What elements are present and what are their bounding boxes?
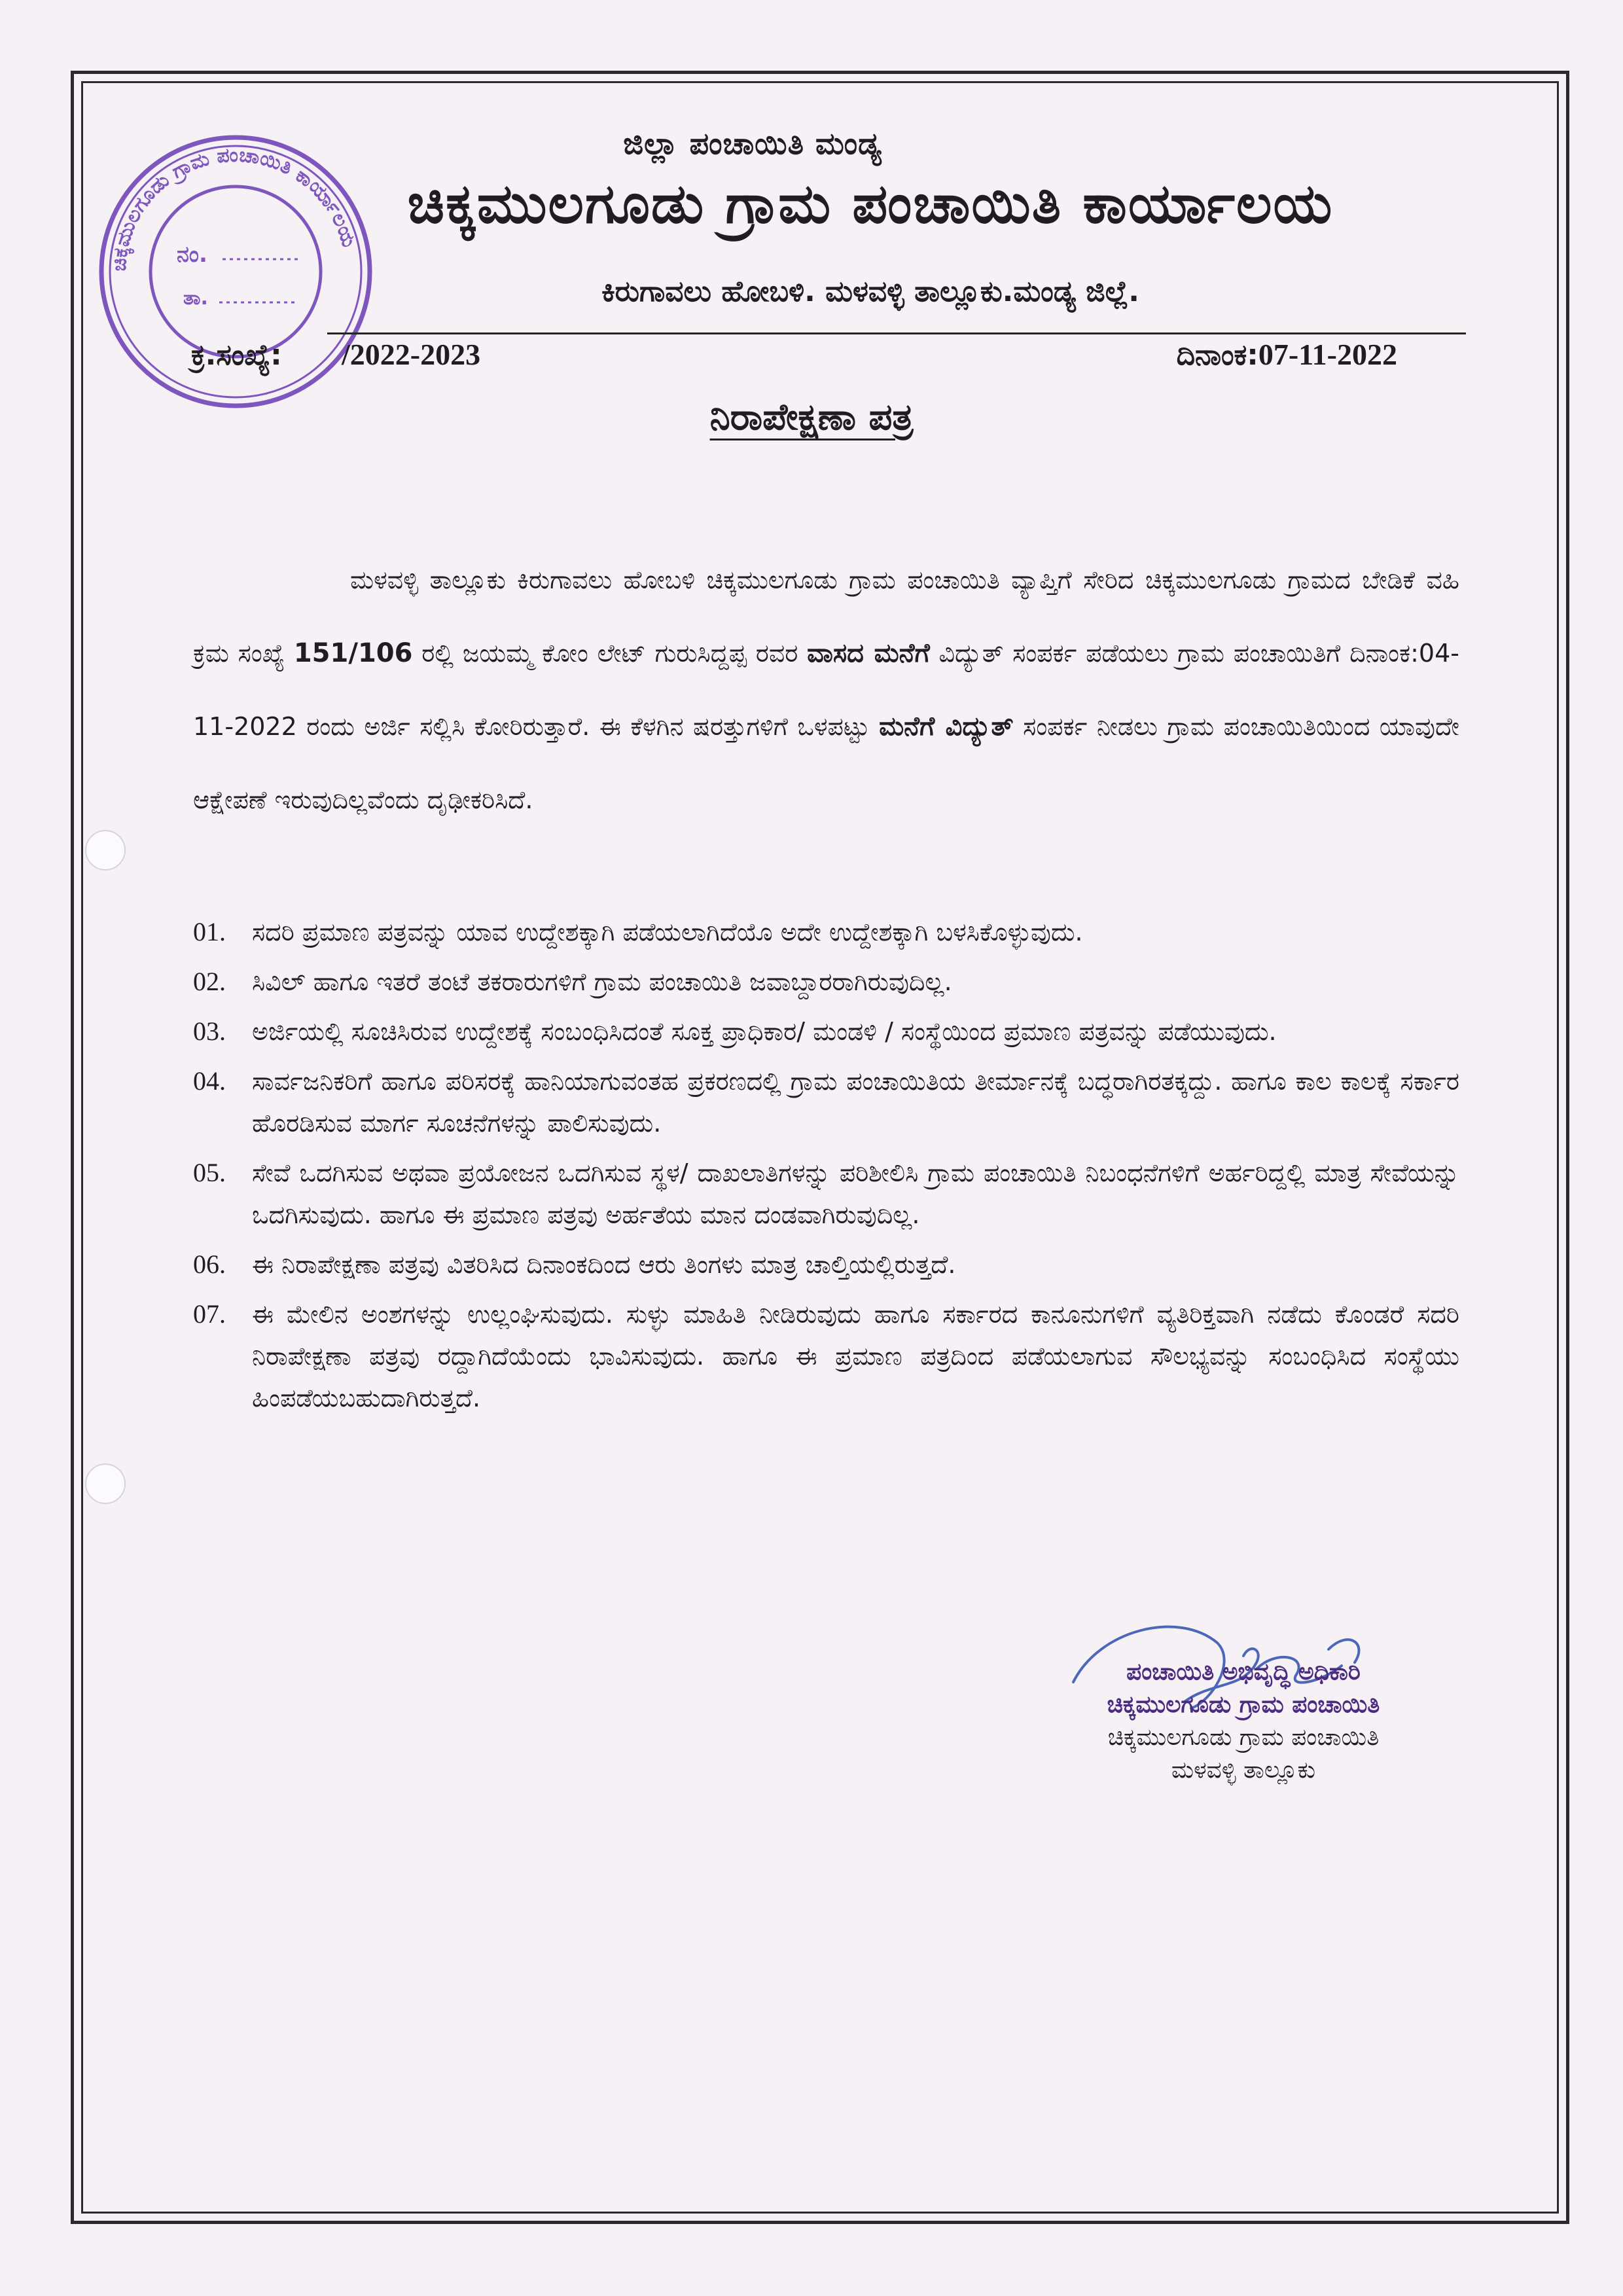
date-label: ದಿನಾಂಕ: <box>1176 338 1258 372</box>
condition-item <box>193 1293 1459 1419</box>
condition-text: ಈ ನಿರಾಪೇಕ್ಷಣಾ ಪತ್ರವು ವಿತರಿಸಿದ ದಿನಾಂಕದಿಂದ ಆರು ತಿಂಗಳು ಮಾತ್ರ ಚಾಲ್ತಿಯಲ್ಲಿರುತ್ತದೆ. <box>252 1250 956 1279</box>
office-address: ಕಿರುಗಾವಲು ಹೋಬಳಿ. ಮಳವಳ್ಳಿ ತಾಲ್ಲೂಕು.ಮಂಡ್ಯ ಜಿಲ್ಲೆ. <box>601 275 1139 308</box>
body-text-3: ವಿದ್ಯುತ್ ಸಂಪರ್ಕ ಪಡೆಯಲು ಗ್ರಾಮ ಪಂಚಾಯಿತಿಗೆ ದಿನಾಂಕ:04-11-2022 ರಂದು ಅರ್ಜಿ ಸಲ್ಲಿಸಿ ಕೋರಿರುತ್ತಾರೆ. ಈ ಕೆಳಗಿನ ಷರತ್ತುಗಳಿಗೆ ಒಳಪಟ್ಟು <box>193 639 1459 741</box>
reference-number <box>191 337 480 372</box>
condition-item <box>193 1244 1459 1285</box>
seal-number-label: ನಂ. <box>177 242 207 268</box>
condition-number: 05. <box>193 1158 226 1187</box>
header-divider <box>327 332 1466 334</box>
condition-number: 07. <box>193 1299 226 1329</box>
date-value: 07-11-2022 <box>1258 338 1397 371</box>
document-title <box>0 396 1623 439</box>
body-bold-2: ಮನೆಗೆ ವಿದ್ಯುತ್ <box>879 711 1014 742</box>
body-text-1: ಮಳವಳ್ಳಿ ತಾಲ್ಲೂಕು ಕಿರುಗಾವಲು ಹೋಬಳಿ ಚಿಕ್ಕಮುಲಗೂಡು ಗ್ರಾಮ ಪಂಚಾಯಿತಿ ವ್ಯಾಪ್ತಿಗೆ ಸೇರಿದ ಚಿಕ್ಕಮುಲಗೂಡು ಗ್ರಾಮದ ಬೇಡಿಕೆ ವಹಿ ಕ್ರಮ ಸಂಖ್ಯೆ <box>193 565 1459 668</box>
condition-text: ಸಿವಿಲ್ ಹಾಗೂ ಇತರೆ ತಂಟೆ ತಕರಾರುಗಳಿಗೆ ಗ್ರಾಮ ಪಂಚಾಯಿತಿ ಜವಾಬ್ದಾರರಾಗಿರುವುದಿಲ್ಲ. <box>252 967 952 996</box>
condition-number: 03. <box>193 1016 226 1046</box>
condition-number: 06. <box>193 1249 226 1279</box>
letter-date <box>1177 337 1397 372</box>
seal-ring-text: ಚಿಕ್ಕಮುಲಗೂಡು ಗ್ರಾಮ ಪಂಚಾಯಿತಿ ಕಾರ್ಯಾಲಯ <box>107 143 361 272</box>
signatory-designation: ಪಂಚಾಯಿತಿ ಅಭಿವೃದ್ಧಿ ಅಧಿಕಾರಿ <box>1126 1659 1361 1685</box>
body-text-2: ರಲ್ಲಿ ಜಯಮ್ಮ ಕೋಂ ಲೇಟ್ ಗುರುಸಿದ್ದಪ್ಪ ರವರ <box>412 639 808 668</box>
district-name: ಜಿಲ್ಲಾ ಪಂಚಾಯಿತಿ ಮಂಡ್ಯ <box>623 126 882 161</box>
signatory-block <box>982 1656 1505 1787</box>
condition-text: ಸಾರ್ವಜನಿಕರಿಗೆ ಹಾಗೂ ಪರಿಸರಕ್ಕೆ ಹಾನಿಯಾಗುವಂತಹ ಪ್ರಕರಣದಲ್ಲಿ ಗ್ರಾಮ ಪಂಚಾಯಿತಿಯ ತೀರ್ಮಾನಕ್ಕೆ ಬದ್ಧರಾಗಿರತಕ್ಕದ್ದು. ಹಾಗೂ ಕಾಲ ಕಾಲಕ್ಕೆ ಸರ್ಕಾರ ಹೊರಡಿಸುವ ಮಾರ್ಗ ಸೂಚನೆಗಳನ್ನು ಪಾಲಿಸುವುದು. <box>252 1067 1459 1138</box>
condition-item <box>193 911 1459 953</box>
condition-text: ಅರ್ಜಿಯಲ್ಲಿ ಸೂಚಿಸಿರುವ ಉದ್ದೇಶಕ್ಕೆ ಸಂಬಂಧಿಸಿದಂತೆ ಸೂಕ್ತ ಪ್ರಾಧಿಕಾರ/ ಮಂಡಳಿ / ಸಂಸ್ಥೆಯಿಂದ ಪ್ರಮಾಣ ಪತ್ರವನ್ನು ಪಡೆಯುವುದು. <box>252 1017 1277 1046</box>
document-title-text: ನಿರಾಪೇಕ್ಷಣಾ ಪತ್ರ <box>709 396 914 439</box>
demand-register-number: 151/106 <box>293 638 413 668</box>
signatory-office: ಚಿಕ್ಕಮುಲಗೂಡು ಗ್ರಾಮ ಪಂಚಾಯಿತಿ <box>1107 1724 1380 1751</box>
punch-hole <box>85 830 126 870</box>
reference-year: /2022-2023 <box>342 338 481 371</box>
punch-hole <box>85 1463 126 1504</box>
conditions-list <box>193 911 1459 1427</box>
body-text-4: ಸಂಪರ್ಕ ನೀಡಲು ಗ್ರಾಮ ಪಂಚಾಯಿತಿಯಿಂದ ಯಾವುದೇ ಆಕ್ಷೇಪಣೆ ಇರುವುದಿಲ್ಲವೆಂದು ದೃಢೀಕರಿಸಿದೆ. <box>193 712 1460 814</box>
signatory-stamp-office: ಚಿಕ್ಕಮುಲಗೂಡು ಗ್ರಾಮ ಪಂಚಾಯಿತಿ <box>1107 1691 1380 1718</box>
condition-number: 01. <box>193 917 226 946</box>
condition-item <box>193 1011 1459 1052</box>
signatory-taluk: ಮಳವಳ್ಳಿ ತಾಲ್ಲೂಕು <box>1171 1757 1316 1784</box>
seal-date-label: ತಾ. <box>183 287 208 310</box>
office-title: ಚಿಕ್ಕಮುಲಗೂಡು ಗ್ರಾಮ ಪಂಚಾಯಿತಿ ಕಾರ್ಯಾಲಯ <box>407 171 1334 236</box>
condition-item <box>193 1060 1459 1144</box>
condition-item <box>193 1152 1459 1236</box>
body-paragraph <box>193 543 1459 836</box>
reference-label: ಕ್ರ.ಸಂಖ್ಯೆ: <box>191 338 282 372</box>
body-bold-1: ವಾಸದ ಮನೆಗೆ <box>807 638 930 668</box>
condition-number: 02. <box>193 967 226 996</box>
condition-item <box>193 961 1459 1003</box>
condition-number: 04. <box>193 1066 226 1096</box>
condition-text: ಈ ಮೇಲಿನ ಅಂಶಗಳನ್ನು ಉಲ್ಲಂಘಿಸುವುದು. ಸುಳ್ಳು ಮಾಹಿತಿ ನೀಡಿರುವುದು ಹಾಗೂ ಸರ್ಕಾರದ ಕಾನೂನುಗಳಿಗೆ ವ್ಯತಿರಿಕ್ತವಾಗಿ ನಡೆದು ಕೊಂಡರೆ ಸದರಿ ನಿರಾಪೇಕ್ಷಣಾ ಪತ್ರವು ರದ್ದಾಗಿದೆಯೆಂದು ಭಾವಿಸುವುದು. ಹಾಗೂ ಈ ಪ್ರಮಾಣ ಪತ್ರದಿಂದ ಪಡೆಯಲಾಗುವ ಸೌಲಭ್ಯವನ್ನು ಸಂಬಂಧಿಸಿದ ಸಂಸ್ಥೆಯು ಹಿಂಪಡೆಯಬಹುದಾಗಿರುತ್ತದೆ. <box>252 1300 1459 1412</box>
condition-text: ಸೇವೆ ಒದಗಿಸುವ ಅಥವಾ ಪ್ರಯೋಜನ ಒದಗಿಸುವ ಸ್ಥಳ/ ದಾಖಲಾತಿಗಳನ್ನು ಪರಿಶೀಲಿಸಿ ಗ್ರಾಮ ಪಂಚಾಯಿತಿ ನಿಬಂಧನೆಗಳಿಗೆ ಅರ್ಹರಿದ್ದಲ್ಲಿ ಮಾತ್ರ ಸೇವೆಯನ್ನು ಒದಗಿಸುವುದು. ಹಾಗೂ ಈ ಪ್ರಮಾಣ ಪತ್ರವು ಅರ್ಹತೆಯ ಮಾನ ದಂಡವಾಗಿರುವುದಿಲ್ಲ. <box>252 1158 1459 1229</box>
condition-text: ಸದರಿ ಪ್ರಮಾಣ ಪತ್ರವನ್ನು ಯಾವ ಉದ್ದೇಶಕ್ಕಾಗಿ ಪಡೆಯಲಾಗಿದೆಯೊ ಅದೇ ಉದ್ದೇಶಕ್ಕಾಗಿ ಬಳಸಿಕೊಳ್ಳುವುದು. <box>252 918 1083 946</box>
